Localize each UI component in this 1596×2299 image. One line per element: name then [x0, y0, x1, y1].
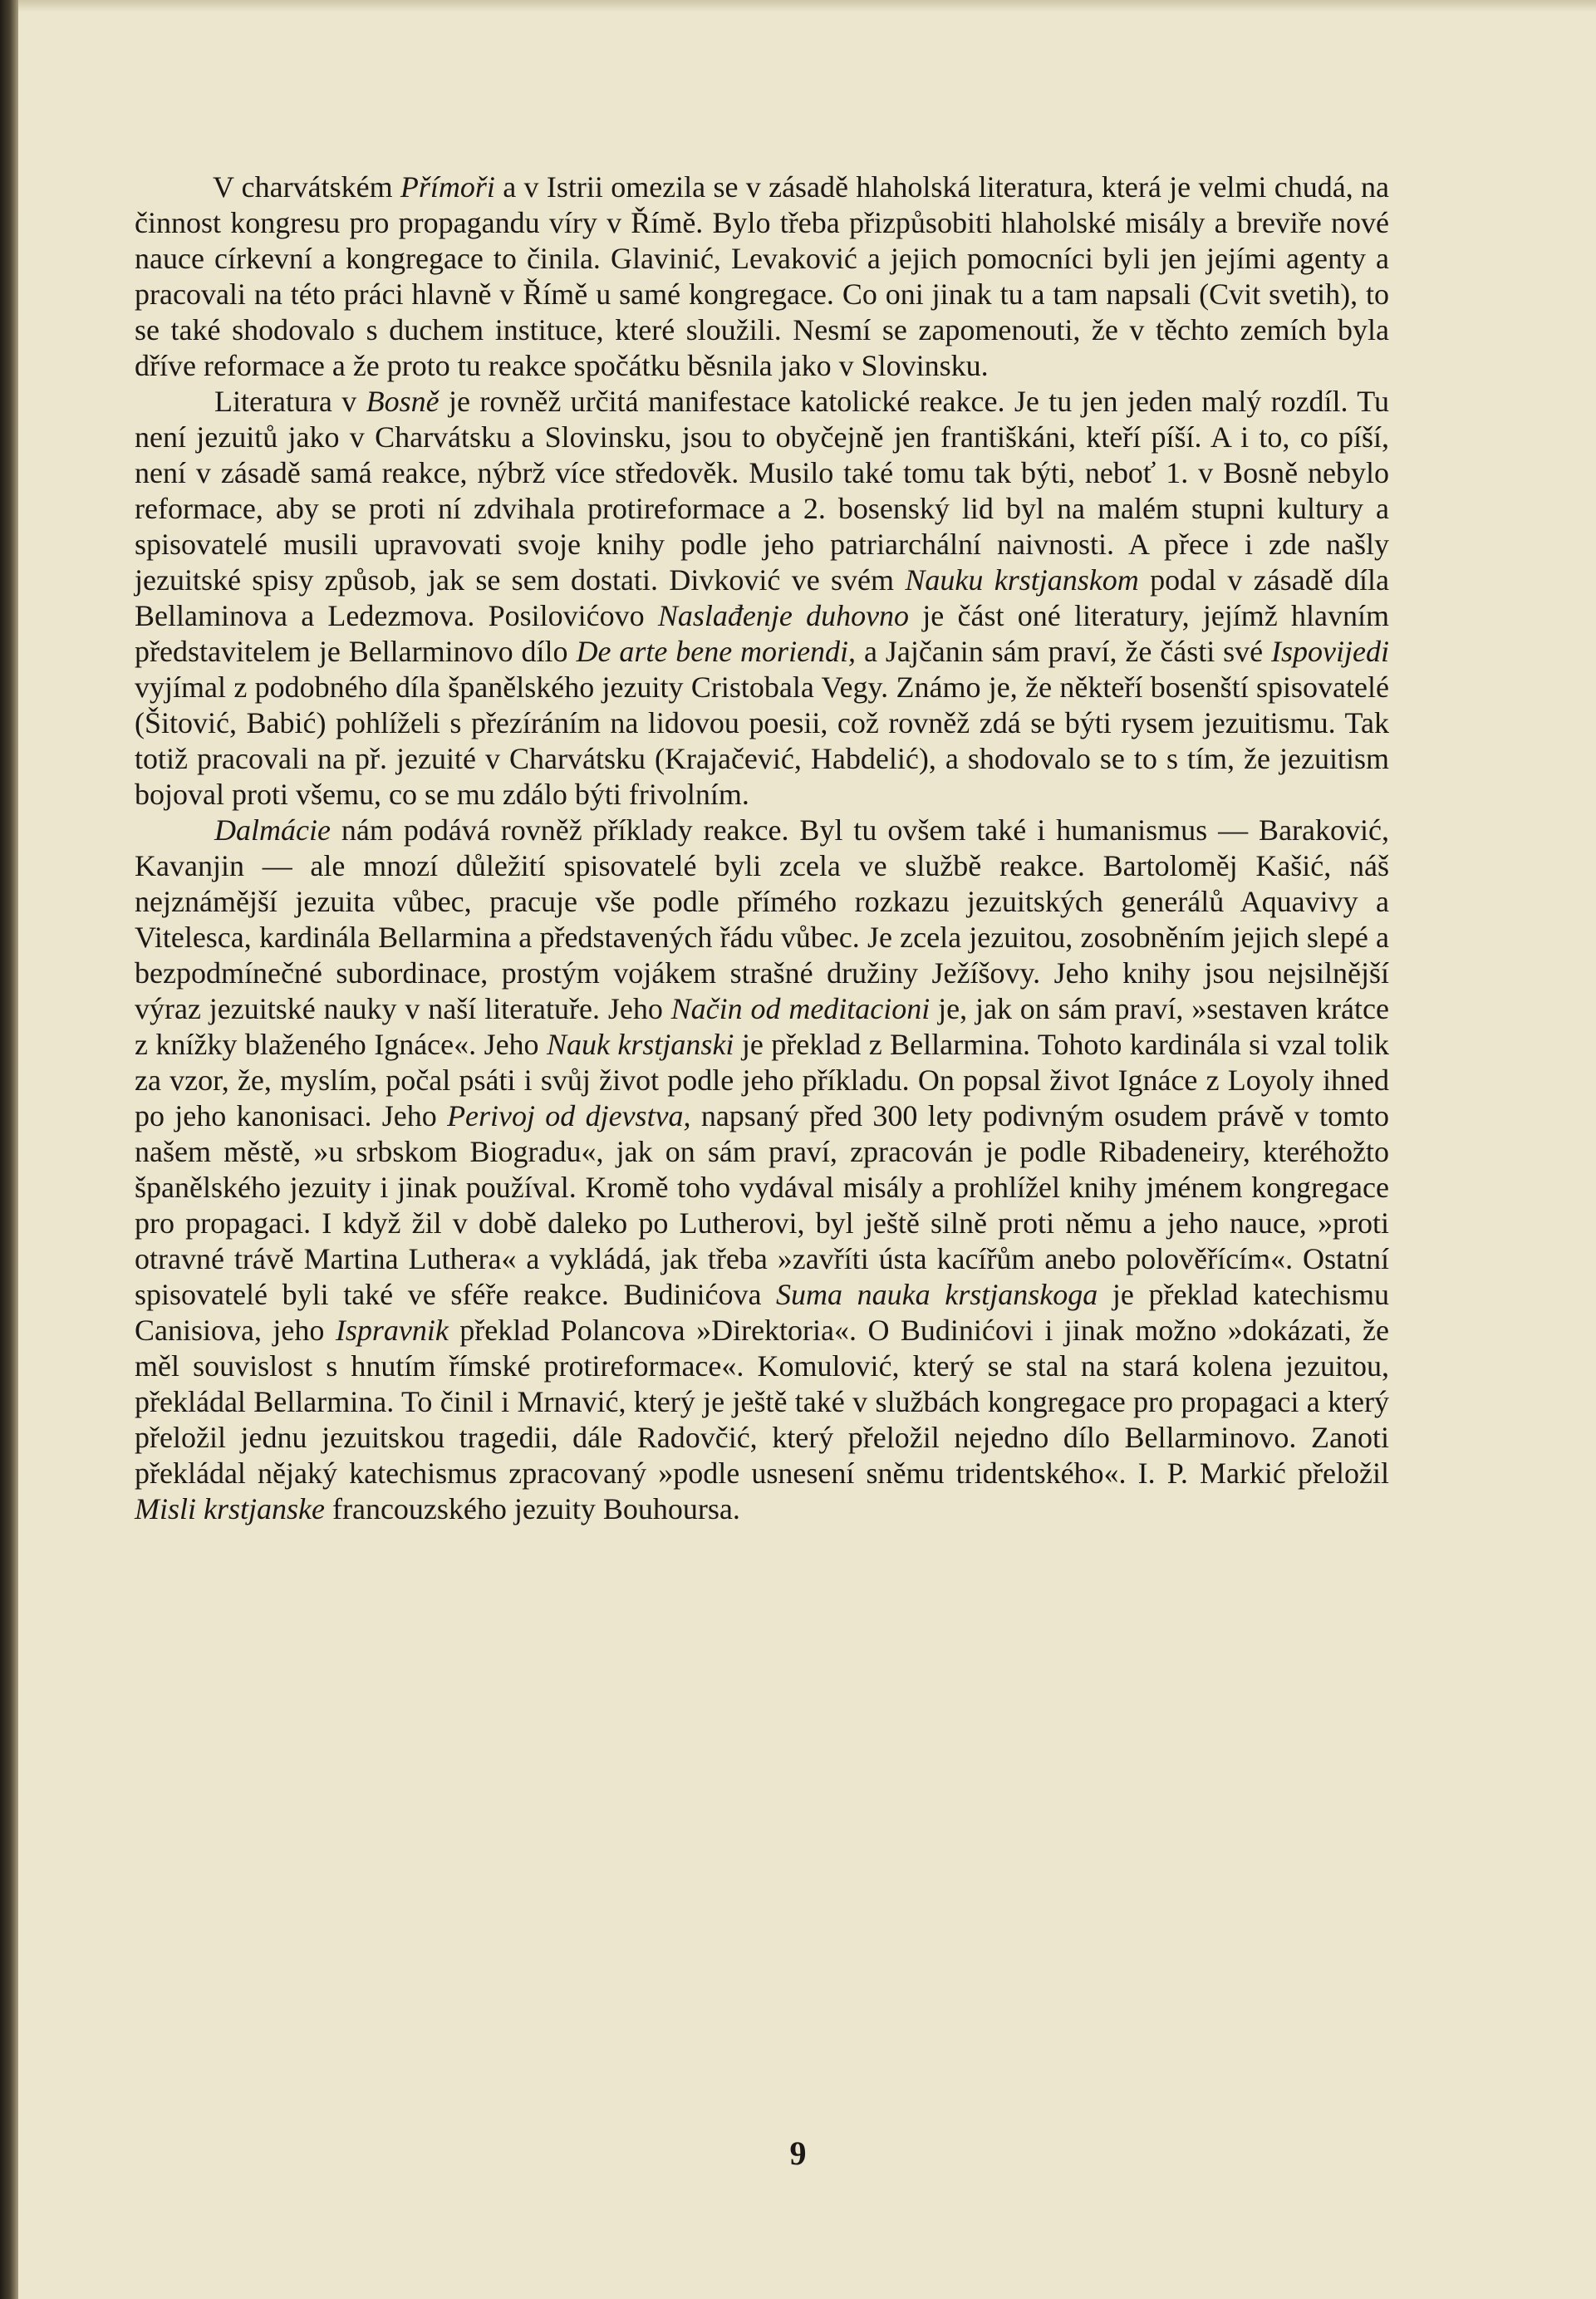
text-run: V charvátském: [213, 170, 400, 204]
italic-title: Suma nauka krstjanskoga: [776, 1278, 1098, 1311]
italic-title: Naslađenje duhovno: [657, 599, 910, 632]
paragraph-bosna: [135, 384, 1389, 813]
paragraph-dalmacie: [135, 813, 1389, 1527]
italic-title: Bosně: [366, 385, 440, 418]
text-run: a Jajčanin sám praví, že části své: [856, 635, 1272, 668]
page-top-edge: [18, 0, 1596, 12]
text-run: překlad Polancova »Direktoria«. O Budinićovi i jinak možno »dokázati, že měl souvislost s hnutím římské protireformace«. Komulović, který se stal na stará kolena jezuitou, překládal Bellarmina. To činil i Mrnavić, který je ještě také v službách kongregace pro propagaci a který přeložil jednu jezuitskou tragedii, dále Radovčić, který přeložil nejedno dílo Bellarminovo. Zanoti překládal nějaký katechismus zpracovaný »podle usnesení sněmu tridentského«. I. P. Markić přeložil: [135, 1314, 1389, 1490]
text-run: je rovněž určitá manifestace katolické reakce. Je tu jen jeden malý rozdíl. Tu není jezuitů jako v Charvátsku a Slovinsku, jsou to obyčejně jen františkáni, kteří píší. A i to, co píší, není v zásadě samá reakce, nýbrž více středověk. Musilo také tomu tak býti, neboť 1. v Bosně nebylo reformace, aby se proti ní zdvihala protireformace a 2. bosenský lid byl na malém stupni kultury a spisovatelé musili upravovati svoje knihy podle jeho patriarchální naivnosti. A přece i zde našly jezuitské spisy způsob, jak se sem dostati. Divković ve svém: [135, 385, 1389, 597]
page-number: 9: [789, 2134, 807, 2172]
italic-title: Ispovijedi: [1271, 635, 1389, 668]
text-run: Literatura v: [214, 385, 366, 418]
italic-title: Način od meditacioni: [670, 992, 931, 1025]
text-run: napsaný před 300 lety podivným osudem právě v tomto našem městě, »u srbskom Biogradu«, jak on sám praví, zpracován je podle Ribadeneiry, kteréhožto španělského jezuity i jinak používal. Kromě toho vydával misály a prohlížel knihy jménem kongregace pro propagaci. I když žil v době daleko po Lutherovi, byl ještě silně proti němu a jeho nauce, »proti otravné trávě Martina Luthera« a vykládá, jak třeba »zavříti ústa kacířům anebo polověřícím«. Ostatní spisovatelé byli také ve sféře reakce. Budinićova: [135, 1099, 1389, 1311]
italic-title: Misli krstjanske: [135, 1492, 325, 1525]
text-run: je překlad z Bellarmina. Tohoto kardinála si vzal tolik za vzor, že, myslím, počal psáti i svůj život podle jeho příkladu. On popsal život Ignáce z Loyoly ihned po jeho kanonisaci. Jeho: [135, 1028, 1389, 1132]
italic-title: Nauku krstjanskom: [905, 563, 1139, 597]
text-run: je, jak on sám praví, »sestaven krátce z knížky blaženého Ignáce«. Jeho: [135, 992, 1389, 1061]
text-run: je část oné literatury, jejímž hlavním představitelem je Bellarminovo dílo: [135, 599, 1390, 668]
text-run: francouzského jezuity Bouhoursa.: [324, 1492, 740, 1525]
text-run: nám podává rovněž příklady reakce. Byl tu ovšem také i humanismus — Baraković, Kavanjin — ale mnozí důležití spisovatelé byli zcela ve službě reakce. Bartoloměj Kašić, náš nejznámější jezuita vůbec, pracuje vše podle přímého rozkazu jezuitských generálů Aquavivy a Vitelesca, kardinála Bellarmina a představených řádu vůbec. Je zcela jezuitou, zosobněním jejich slepé a bezpodmínečné subordinace, prostým vojákem strašné družiny Ježíšovy. Jeho knihy jsou nejsilnější výraz jezuitské nauky v naší literatuře. Jeho: [135, 813, 1389, 1025]
italic-title: De arte bene moriendi,: [576, 635, 857, 668]
page-body: [135, 169, 1389, 1527]
italic-title: Ispravnik: [335, 1314, 449, 1347]
italic-title: Dalmácie: [214, 813, 331, 847]
italic-title: Nauk krstjanski: [547, 1028, 734, 1061]
italic-title: Perivoj od djevstva,: [447, 1099, 691, 1132]
text-run: je překlad katechismu Canisiova, jeho: [135, 1278, 1389, 1347]
text-run: a v Istrii omezila se v zásadě hlaholská literatura, která je velmi chudá, na činnost kongresu pro propagandu víry v Římě. Bylo třeba přizpůsobiti hlaholské misály a breviře nové nauce církevní a kongregace to činila. Glavinić, Levaković a jejich pomocníci byli jen jejími agenty a pracovali na této práci hlavně v Římě u samé kongregace. Co oni jinak tu a tam napsali (Cvit svetih), to se také shodovalo s duchem instituce, které sloužili. Nesmí se zapomenouti, že v těchto zemích byla dříve reformace a že proto tu reakce spočátku běsnila jako v Slovinsku.: [135, 170, 1390, 382]
text-run: podal v zásadě díla Bellaminova a Ledezmova. Posilovićovo: [135, 563, 1390, 632]
text-run: vyjímal z podobného díla španělského jezuity Cristobala Vegy. Známo je, že někteří bosenští spisovatelé (Šitović, Babić) pohlíželi s přezíráním na lidovou poesii, což rovněž zdá se býti rysem jezuitismu. Tak totiž pracovali na př. jezuité v Charvátsku (Krajačević, Habdelić), a shodovalo se to s tím, že jezuitism bojoval proti všemu, co se mu zdálo býti frivolním.: [135, 671, 1389, 811]
page-binding-edge: [0, 0, 18, 2299]
italic-title: Přímoři: [400, 170, 495, 204]
paragraph-primori: [135, 169, 1389, 384]
